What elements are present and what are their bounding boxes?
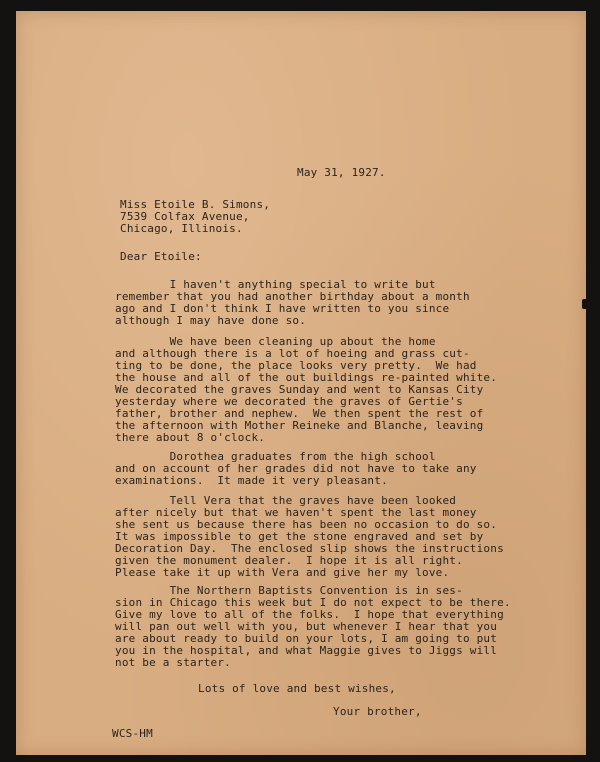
closing: Lots of love and best wishes, (198, 682, 396, 695)
paragraph-line: Decoration Day. The enclosed slip shows the instructions (115, 542, 504, 555)
paragraph-line: will pan out well with you, but whenever I hear that you (115, 620, 498, 633)
paragraph-line: The Northern Baptists Convention is in ses- (115, 584, 463, 597)
paragraph-1 (115, 279, 470, 327)
paragraph-line: although I may have done so. (115, 314, 307, 327)
paragraph-line: given the monument dealer. I hope it is all right. (115, 554, 463, 567)
typist-initials: WCS-HM (112, 727, 153, 740)
recipient-address (120, 199, 270, 235)
paragraph-line: she sent us because there has been no occasion to do so. (115, 518, 498, 531)
salutation: Dear Etoile: (120, 250, 202, 263)
paragraph-line: remember that you had another birthday about a month (115, 290, 470, 303)
paragraph-line: Give my love to all of the folks. I hope that everything (115, 608, 504, 621)
paragraph-line: father, brother and nephew. We then spent the rest of (115, 407, 484, 420)
paragraph-4 (115, 495, 504, 579)
paragraph-line: the afternoon with Mother Reineke and Blanche, leaving (115, 419, 484, 432)
paragraph-line: We decorated the graves Sunday and went to Kansas City (115, 383, 484, 396)
paragraph-line: and on account of her grades did not have to take any (115, 462, 477, 475)
paragraph-line: and although there is a lot of hoeing and grass cut- (115, 347, 470, 360)
recipient-city: Chicago, Illinois. (120, 222, 243, 235)
paragraph-line: ago and I don't think I have written to you since (115, 302, 450, 315)
paragraph-line: the house and all of the out buildings re-painted white. (115, 371, 498, 384)
paragraph-line: Dorothea graduates from the high school (115, 450, 436, 463)
paragraph-3 (115, 451, 477, 487)
paragraph-line: examinations. It made it very pleasant. (115, 474, 388, 487)
letter-date: May 31, 1927. (297, 166, 386, 179)
paragraph-line: It was impossible to get the stone engraved and set by (115, 530, 484, 543)
paragraph-line: there about 8 o'clock. (115, 431, 266, 444)
paragraph-line: after nicely but that we haven't spent the last money (115, 506, 477, 519)
paragraph-line: not be a starter. (115, 656, 231, 669)
recipient-street: 7539 Colfax Avenue, (120, 210, 250, 223)
paragraph-5 (115, 585, 511, 669)
paragraph-line: yesterday where we decorated the graves of Gertie's (115, 395, 463, 408)
paragraph-line: you in the hospital, and what Maggie gives to Jiggs will (115, 644, 498, 657)
paragraph-line: sion in Chicago this week but I do not expect to be there. (115, 596, 511, 609)
page-edge-notch (582, 299, 590, 309)
paragraph-line: Please take it up with Vera and give her my love. (115, 566, 450, 579)
paragraph-line: Tell Vera that the graves have been looked (115, 494, 457, 507)
paragraph-line: are about ready to build on your lots, I am going to put (115, 632, 498, 645)
paragraph-line: I haven't anything special to write but (115, 278, 436, 291)
paragraph-line: ting to be done, the place looks very pretty. We had (115, 359, 477, 372)
paragraph-2 (115, 336, 497, 444)
signoff: Your brother, (333, 705, 422, 718)
paragraph-line: We have been cleaning up about the home (115, 335, 436, 348)
recipient-name: Miss Etoile B. Simons, (120, 198, 271, 211)
